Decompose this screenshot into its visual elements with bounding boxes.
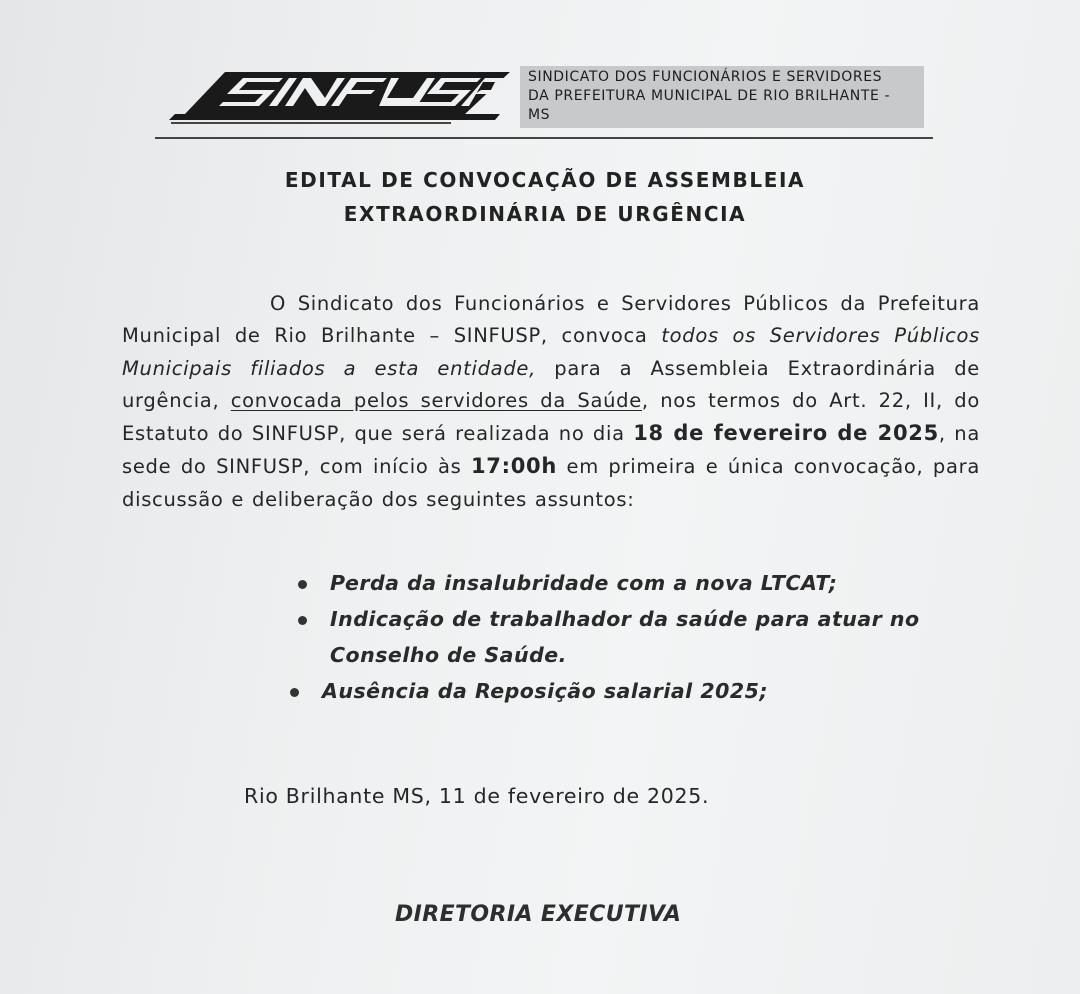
body-text: em primeira e única convocação, para discussão e deliberação dos seguintes assuntos: [122, 455, 980, 511]
organization-name-box [520, 66, 924, 128]
bullet-icon [290, 688, 299, 697]
meeting-time: 17:00h [470, 454, 557, 479]
meeting-date: 18 de fevereiro de 2025 [633, 421, 939, 446]
organization-name-line: SINDICATO DOS FUNCIONÁRIOS E SERVIDORES [528, 69, 883, 85]
body-italic-text: todos os Servidores Públicos Municipais filiados a esta entidade, [122, 324, 980, 380]
agenda-item [290, 601, 1010, 673]
title-line-2: EXTRAORDINÁRIA DE URGÊNCIA [343, 202, 747, 226]
body-text: , nos termos do Art. 22, II, do Estatuto do SINFUSP, que será realizada no dia [122, 388, 980, 446]
agenda-item-text: Perda da insalubridade com a nova LTCAT; [330, 571, 838, 595]
body-text: para a Assembleia Extraordinária de urgência, [122, 356, 980, 412]
organization-name-line: DA PREFEITURA MUNICIPAL DE RIO BRILHANTE - [528, 88, 891, 104]
header-divider [155, 137, 933, 139]
organization-name-line: MS [528, 107, 551, 123]
body-text: O Sindicato dos Funcionários e Servidores Públicos da Prefeitura Municipal de Rio Brilhante – SINFUSP, convoca [122, 292, 980, 348]
bullet-icon [298, 580, 307, 589]
bullet-icon [298, 616, 307, 625]
body-underlined-text: convocada pelos servidores da Saúde [230, 388, 642, 412]
place-and-date: Rio Brilhante MS, 11 de fevereiro de 2025. [244, 784, 710, 808]
agenda-item-text: Ausência da Reposição salarial 2025; [322, 679, 769, 703]
agenda-item-text: Indicação de trabalhador da saúde para atuar no Conselho de Saúde. [330, 607, 920, 667]
agenda-item [282, 673, 1010, 709]
body-text: , na sede do SINFUSP, com início às [122, 422, 980, 479]
sinfusp-logo [165, 70, 510, 128]
title-line-1: EDITAL DE CONVOCAÇÃO DE ASSEMBLEIA [284, 168, 806, 192]
agenda-item [290, 565, 1010, 601]
document-title [100, 163, 990, 231]
agenda-list [290, 565, 1010, 709]
convocation-paragraph [122, 288, 980, 516]
signature: DIRETORIA EXECUTIVA [395, 902, 682, 927]
